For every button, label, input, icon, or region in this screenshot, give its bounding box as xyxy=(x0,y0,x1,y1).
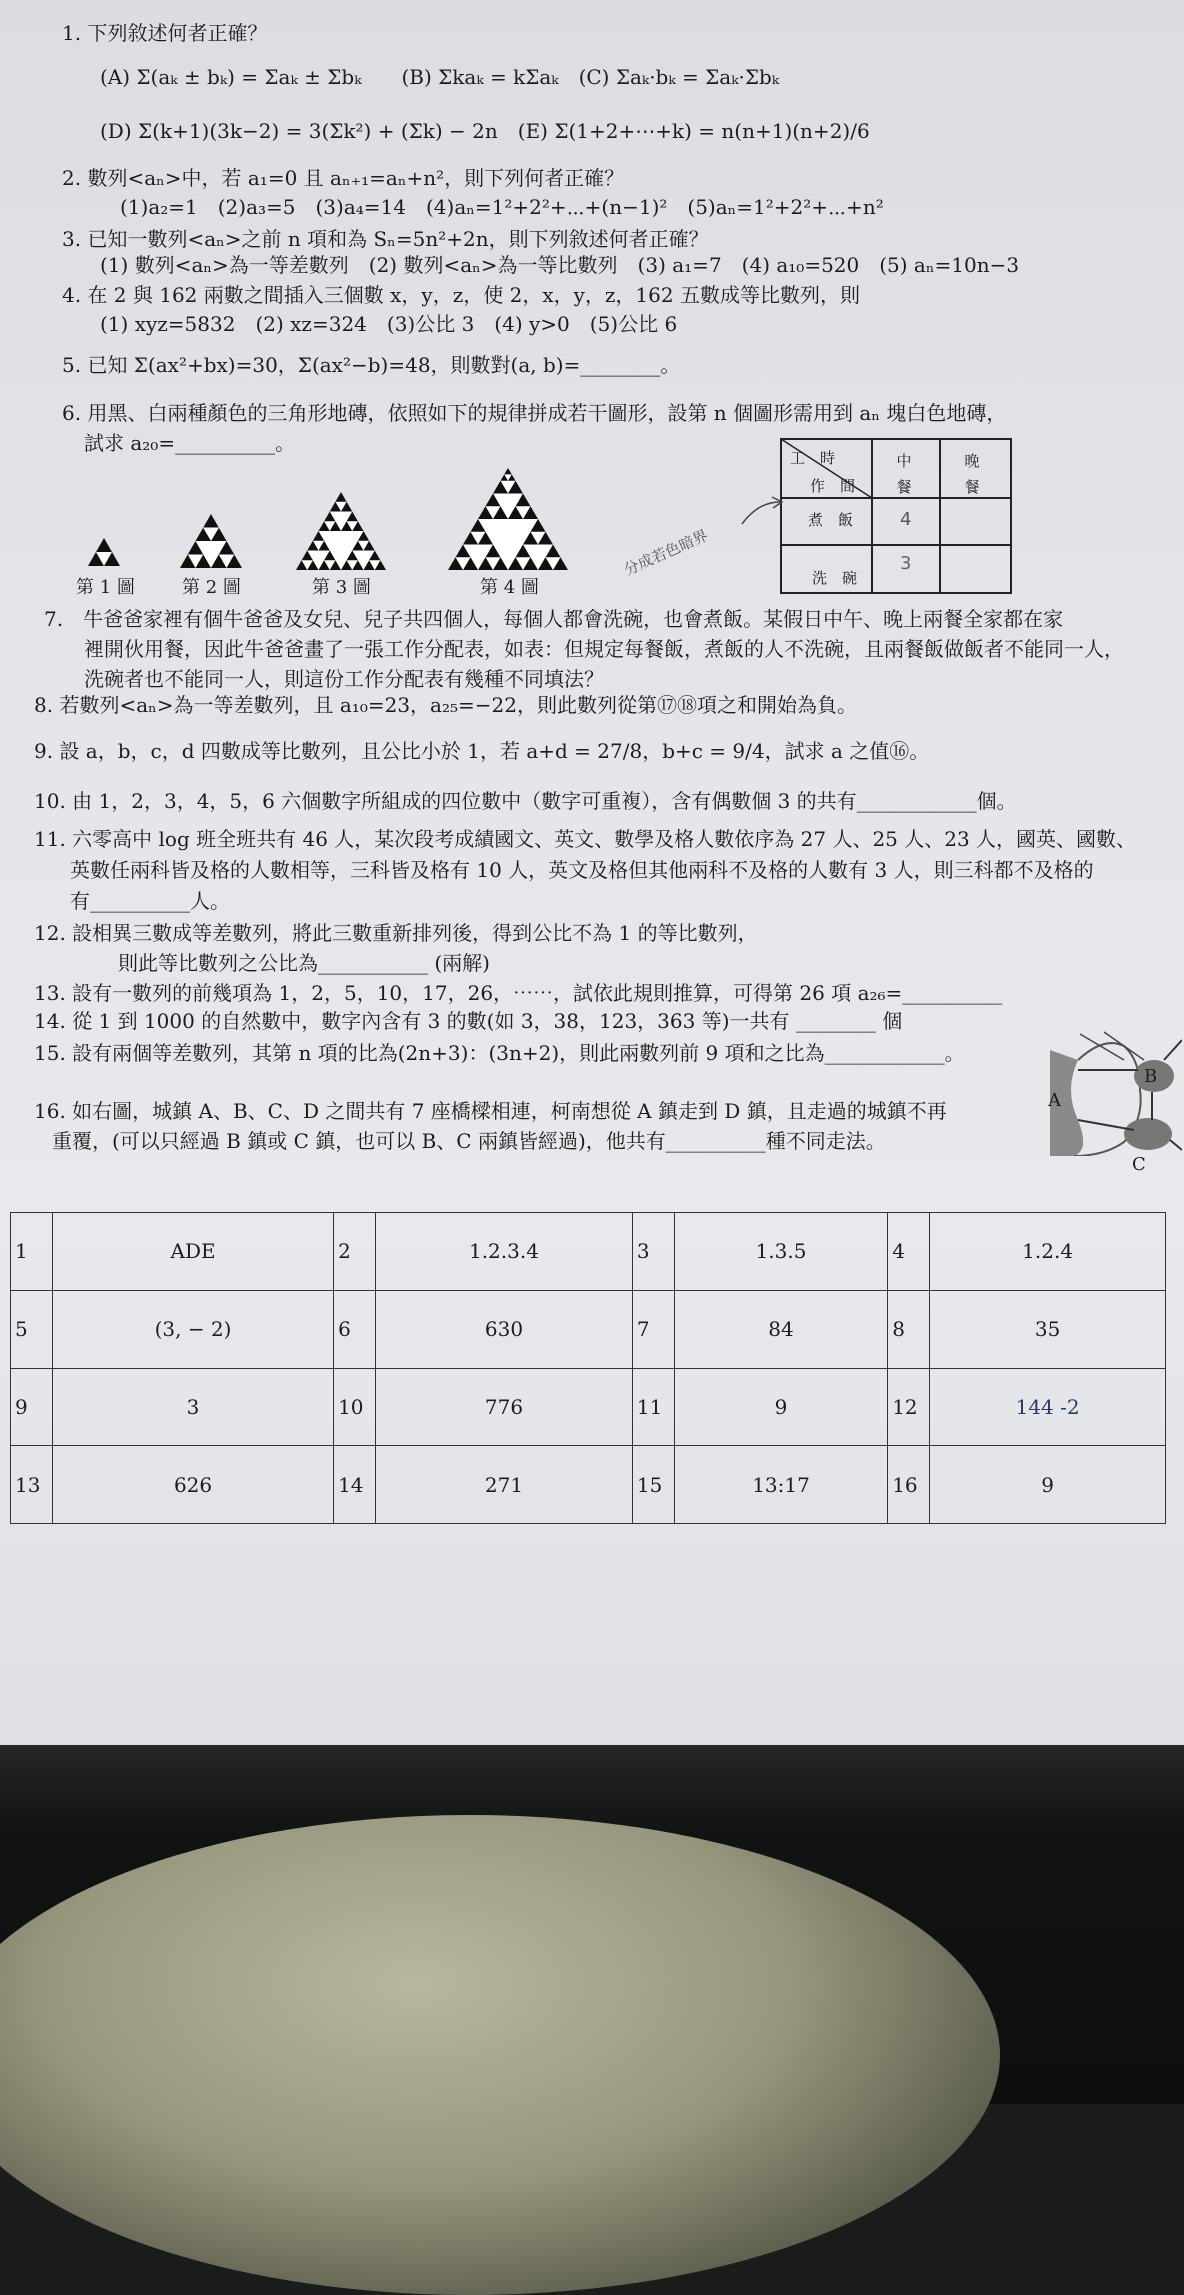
answer-number: 2 xyxy=(334,1213,376,1291)
answer-number: 10 xyxy=(334,1368,376,1446)
answer-number: 8 xyxy=(888,1290,930,1368)
answer-cell: 1.3.5 xyxy=(674,1213,887,1291)
answer-number: 3 xyxy=(632,1213,674,1291)
q7-line1: 7. 牛爸爸家裡有個牛爸爸及女兒、兒子共四個人，每個人都會洗碗，也會煮飯。某假日中午、晚上兩餐全家都在家 xyxy=(44,607,1064,631)
handwritten-note: 分成若色暗界 xyxy=(621,526,711,580)
figure-label-4: 第 4 圖 xyxy=(480,577,539,598)
figure-label-2: 第 2 圖 xyxy=(182,577,241,598)
work-table-corner-top: 工 時 xyxy=(790,449,836,467)
fabric-foreground xyxy=(0,1815,1000,2295)
answer-cell: 9 xyxy=(674,1368,887,1446)
table-row xyxy=(11,1290,1166,1368)
answer-cell: 3 xyxy=(53,1368,334,1446)
q8-text: 8. 若數列<aₙ>為一等差數列，且 a₁₀=23，a₂₅=−22，則此數列從第⑰⑱項之和開始為負。 xyxy=(34,693,857,717)
pencil-arrow xyxy=(740,496,786,526)
q1-options-line1: (A) Σ(aₖ ± bₖ) = Σaₖ ± Σbₖ (B) Σkaₖ = kΣaₖ (C) Σaₖ·bₖ = Σaₖ·Σbₖ xyxy=(100,65,780,89)
answer-number: 6 xyxy=(334,1290,376,1368)
q2-options: (1)a₂=1 (2)a₃=5 (3)a₄=14 (4)aₙ=1²+2²+⋯+(n−1)² (5)aₙ=1²+2²+⋯+n² xyxy=(120,195,884,219)
q10-text: 10. 由 1，2，3，4，5，6 六個數字所組成的四位數中（數字可重複），含有偶數個 3 的共有____________個。 xyxy=(34,789,1017,813)
q1-options-line2: (D) Σ(k+1)(3k−2) = 3(Σk²) + (Σk) − 2n (E) Σ(1+2+⋯+k) = n(n+1)(n+2)/6 xyxy=(100,119,870,143)
work-table-lunch: 中 餐 xyxy=(896,452,912,496)
answer-cell: 1.2.3.4 xyxy=(376,1213,633,1291)
q7-line3: 洗碗者也不能同一人，則這份工作分配表有幾種不同填法？ xyxy=(84,667,604,691)
answer-number: 5 xyxy=(11,1290,53,1368)
answer-number: 14 xyxy=(334,1446,376,1524)
q4-stem: 4. 在 2 與 162 兩數之間插入三個數 x，y，z，使 2，x，y，z，162 五數成等比數列，則 xyxy=(62,283,860,307)
answer-cell: ADE xyxy=(53,1213,334,1291)
triangle-figure-4 xyxy=(446,466,570,572)
work-table-handwritten-3: 3 xyxy=(900,553,912,574)
q13-text: 13. 設有一數列的前幾項為 1，2，5，10，17，26，⋯⋯，試依此規則推算，可得第 26 項 a₂₆=__________ xyxy=(34,981,1003,1005)
answer-number: 15 xyxy=(632,1446,674,1524)
q5-stem: 5. 已知 Σ(ax²+bx)=30，Σ(ax²−b)=48，則數對(a, b)=________。 xyxy=(62,353,681,377)
answer-cell: 630 xyxy=(376,1290,633,1368)
map-label-a: A xyxy=(1048,1090,1061,1111)
triangle-figure-3 xyxy=(294,490,388,572)
table-row xyxy=(11,1213,1166,1291)
q11-line3: 有__________人。 xyxy=(70,889,230,913)
work-table-wash: 洗 碗 xyxy=(812,569,858,587)
answer-number: 13 xyxy=(11,1446,53,1524)
answer-cell-handwritten: 144 -2 xyxy=(930,1368,1166,1446)
q4-options: (1) xyz=5832 (2) xz=324 (3)公比 3 (4) y>0 (5)公比 6 xyxy=(100,312,678,336)
answer-cell: 271 xyxy=(376,1446,633,1524)
answer-number: 4 xyxy=(888,1213,930,1291)
answer-cell: (3, − 2) xyxy=(53,1290,334,1368)
q16-line2: 重覆，(可以只經過 B 鎮或 C 鎮，也可以 B、C 兩鎮皆經過)，他共有__________種不同走法。 xyxy=(52,1129,886,1153)
q15-text: 15. 設有兩個等差數列，其第 n 項的比為(2n+3)：(3n+2)，則此兩數列前 9 項和之比為____________。 xyxy=(34,1041,965,1065)
bridges-map xyxy=(1044,1030,1182,1156)
figure-label-1: 第 1 圖 xyxy=(76,577,135,598)
answer-cell: 1.2.4 xyxy=(930,1213,1166,1291)
work-table-cook: 煮 飯 xyxy=(808,511,854,529)
answer-number: 9 xyxy=(11,1368,53,1446)
q16-line1: 16. 如右圖，城鎮 A、B、C、D 之間共有 7 座橋樑相連，柯南想從 A 鎮走到 D 鎮，且走過的城鎮不再 xyxy=(34,1099,947,1123)
answer-number: 12 xyxy=(888,1368,930,1446)
q12-line1: 12. 設相異三數成等差數列，將此三數重新排列後，得到公比不為 1 的等比數列， xyxy=(34,921,758,945)
answer-cell: 84 xyxy=(674,1290,887,1368)
triangle-figure-2 xyxy=(178,512,244,570)
work-table-handwritten-4: 4 xyxy=(900,509,912,530)
answer-cell: 776 xyxy=(376,1368,633,1446)
answer-cell: 9 xyxy=(930,1446,1166,1524)
answer-number: 11 xyxy=(632,1368,674,1446)
answer-number: 7 xyxy=(632,1290,674,1368)
map-label-c: C xyxy=(1132,1154,1146,1175)
answer-cell: 626 xyxy=(53,1446,334,1524)
triangle-figure-1 xyxy=(86,536,122,568)
answer-number: 1 xyxy=(11,1213,53,1291)
answer-number: 16 xyxy=(888,1446,930,1524)
answer-cell: 13:17 xyxy=(674,1446,887,1524)
q7-line2: 裡開伙用餐，因此牛爸爸畫了一張工作分配表，如表：但規定每餐飯，煮飯的人不洗碗，且兩餐飯做飯者不能同一人， xyxy=(84,637,1124,661)
q6-stem-2: 試求 a₂₀=__________。 xyxy=(84,431,296,455)
work-table-dinner: 晚 餐 xyxy=(964,452,980,496)
q6-stem: 6. 用黑、白兩種顏色的三角形地磚，依照如下的規律拼成若干圖形，設第 n 個圖形需用到 aₙ 塊白色地磚， xyxy=(62,401,1007,425)
table-row xyxy=(11,1446,1166,1524)
map-label-b: B xyxy=(1144,1066,1158,1087)
q2-stem: 2. 數列<aₙ>中，若 a₁=0 且 aₙ₊₁=aₙ+n²，則下列何者正確？ xyxy=(62,166,625,190)
q11-line2: 英數任兩科皆及格的人數相等，三科皆及格有 10 人，英文及格但其他兩科不及格的人數有 3 人，則三科都不及格的 xyxy=(70,858,1094,882)
q1-stem: 1. 下列敘述何者正確？ xyxy=(62,21,268,45)
q14-text: 14. 從 1 到 1000 的自然數中，數字內含有 3 的數(如 3，38，123，363 等)一共有 ________ 個 xyxy=(34,1009,903,1033)
work-table-corner-bottom: 作 間 xyxy=(810,477,856,495)
q3-stem: 3. 已知一數列<aₙ>之前 n 項和為 Sₙ=5n²+2n，則下列敘述何者正確？ xyxy=(62,227,709,251)
q3-options: (1) 數列<aₙ>為一等差數列 (2) 數列<aₙ>為一等比數列 (3) a₁=7 (4) a₁₀=520 (5) aₙ=10n−3 xyxy=(100,253,1020,277)
answer-cell: 35 xyxy=(930,1290,1166,1368)
q11-line1: 11. 六零高中 log 班全班共有 46 人，某次段考成績國文、英文、數學及格人數依序為 27 人、25 人、23 人，國英、國數、 xyxy=(34,827,1137,851)
answer-table xyxy=(10,1212,1166,1524)
q12-line2: 則此等比數列之公比為___________ (兩解) xyxy=(118,951,490,975)
figure-label-3: 第 3 圖 xyxy=(312,577,371,598)
table-row xyxy=(11,1368,1166,1446)
q9-text: 9. 設 a，b，c，d 四數成等比數列，且公比小於 1，若 a+d = 27/8，b+c = 9/4，試求 a 之值⑯。 xyxy=(34,739,930,763)
